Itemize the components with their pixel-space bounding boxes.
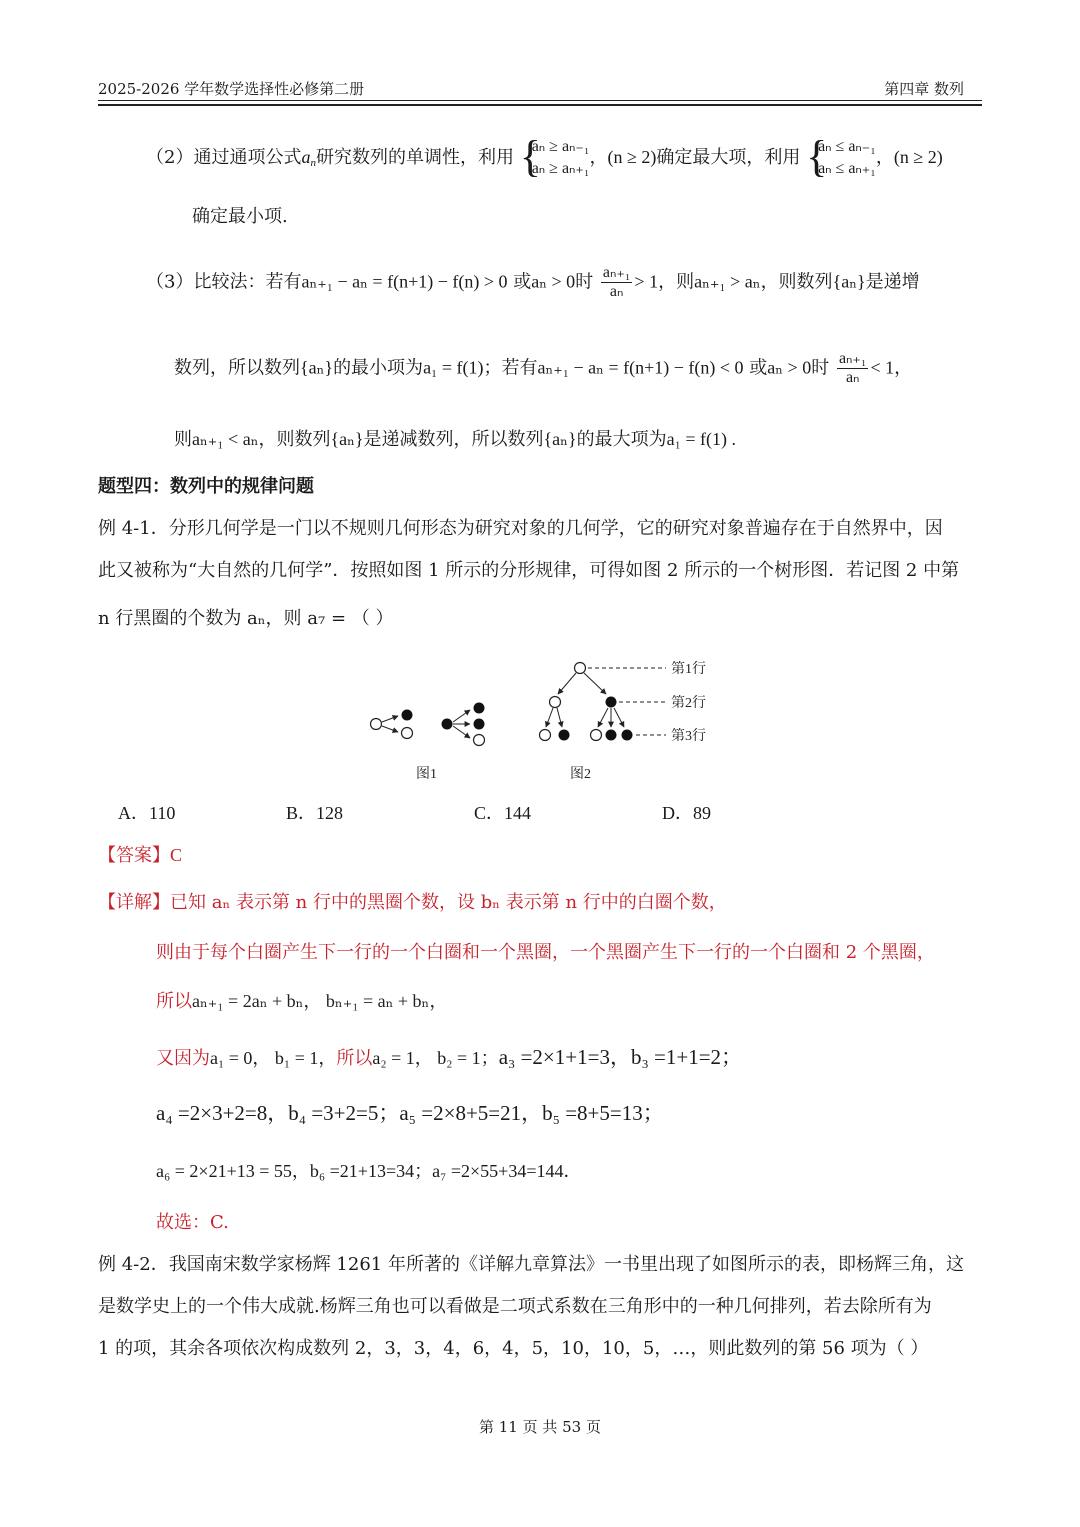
fig1-white-rule	[371, 710, 413, 739]
header-left: 2025-2026 学年数学选择性必修第二册	[98, 80, 365, 98]
ex41-line3: n 行黑圈的个数为 aₙ，则 a₇ = （ ）	[98, 608, 394, 629]
figure2-caption: 图2	[570, 767, 591, 782]
header-rule-thick	[98, 104, 982, 106]
solution-line7: 故选：C.	[156, 1212, 229, 1233]
page-header	[98, 78, 982, 102]
option-a[interactable]: A．110	[118, 803, 176, 823]
answer-line	[98, 842, 182, 869]
ex41-line2: 此又被称为“大自然的几何学”．按照如图 1 所示的分形规律，可得如图 2 所示的一个树形图．若记图 2 中第	[98, 560, 960, 581]
system-min: { aₙ ≤ aₙ₋₁ aₙ ≤ aₙ₊₁	[806, 132, 876, 181]
solution-line2: 则由于每个白圈产生下一行的一个白圈和一个黑圈，一个黑圈产生下一行的一个白圈和 2 个黑圈，	[156, 942, 935, 963]
row2-label: 第2行	[671, 696, 706, 711]
p3-line2: 数列，所以数列{aₙ}的最小项为a₁ = f(1)；若有aₙ₊₁ − aₙ = f(n+1) − f(n) < 0 或aₙ > 0时 $\frac{\text{aₙ₊₁}}{\text{aₙ}}$ < 1，	[174, 350, 913, 386]
p2-cont: 确定最小项.	[192, 206, 288, 227]
solution-line1: 【详解】已知 aₙ 表示第 n 行中的黑圈个数，设 bₙ 表示第 n 行中的白圈个数，	[98, 892, 727, 913]
option-b[interactable]: B．128	[286, 803, 344, 823]
ratio-fraction-2: $\frac{\text{aₙ₊₁}}{\text{aₙ}}$	[838, 350, 867, 386]
option-d[interactable]: D．89	[662, 803, 711, 823]
row3-label: 第3行	[671, 729, 706, 744]
fig2-tree	[540, 663, 667, 741]
solution-line3: 所以aₙ₊₁ = 2aₙ + bₙ， bₙ₊₁ = aₙ + bₙ，	[156, 991, 448, 1012]
fig1-black-rule	[442, 703, 485, 746]
answer-tag: 【答案】	[98, 845, 170, 866]
ex42-line2: 是数学史上的一个伟大成就.杨辉三角也可以看做是二项式系数在三角形中的一种几何排列，若去除所有为	[98, 1296, 932, 1317]
answer-value: C	[170, 845, 183, 865]
option-c[interactable]: C．144	[474, 803, 532, 823]
ex42-line1: 例 4-2．我国南宋数学家杨辉 1261 年所著的《详解九章算法》一书里出现了如图所示的表，即杨辉三角，这	[98, 1254, 964, 1275]
ex41-line1: 例 4-1．分形几何学是一门以不规则几何形态为研究对象的几何学，它的研究对象普遍存在于自然界中，因	[98, 518, 943, 539]
figure1-caption: 图1	[416, 767, 437, 782]
solution-line5: a₄ =2×3+2=8，b₄ =3+2=5；a₅ =2×8+5=21，b₅ =8+5=13；	[156, 1101, 664, 1125]
ex42-line3: 1 的项，其余各项依次构成数列 2，3，3，4，6，4，5，10，10，5，…，则此数列的第 56 项为（ ）	[98, 1338, 929, 1359]
p3-line3: 则aₙ₊₁ < aₙ，则数列{aₙ}是递减数列，所以数列{aₙ}的最大项为a₁ = f(1) .	[174, 429, 737, 450]
solution-line6: a₆ = 2×21+13 = 55，b₆ =21+13=34；a₇ =2×55+34=144．	[156, 1161, 582, 1181]
fractal-figure	[360, 650, 740, 790]
p2-line: （2）通过通项公式$a_n$研究数列的单调性，利用 { aₙ ≥ aₙ₋₁ aₙ ≥ aₙ₊₁ ，(n ≥ 2)确定最大项，利用 { aₙ ≤ aₙ₋₁ aₙ ≤ aₙ₊₁ ，(n ≥ 2)	[146, 132, 943, 181]
header-rule-thin	[98, 100, 982, 101]
row1-label: 第1行	[671, 662, 706, 677]
solution-line4: 又因为a₁ = 0， b₁ = 1，所以a₂ = 1， b₂ = 1；a₃ =2×1+1=3，b₃ =1+1=2；	[156, 1045, 743, 1069]
system-max: { aₙ ≥ aₙ₋₁ aₙ ≥ aₙ₊₁	[519, 132, 590, 181]
p3-line1: （3）比较法：若有aₙ₊₁ − aₙ = f(n+1) − f(n) > 0 或aₙ > 0时 $\frac{\text{aₙ₊₁}}{\text{aₙ}}$ > 1，则aₙ₊₁ > aₙ，则数列{aₙ}是递增	[146, 264, 920, 300]
section-title: 题型四：数列中的规律问题	[98, 476, 314, 497]
header-right: 第四章 数列	[884, 80, 964, 98]
ratio-fraction: $\frac{\text{aₙ₊₁}}{\text{aₙ}}$	[602, 264, 631, 300]
page-footer: 第 11 页 共 53 页	[478, 1418, 601, 1436]
